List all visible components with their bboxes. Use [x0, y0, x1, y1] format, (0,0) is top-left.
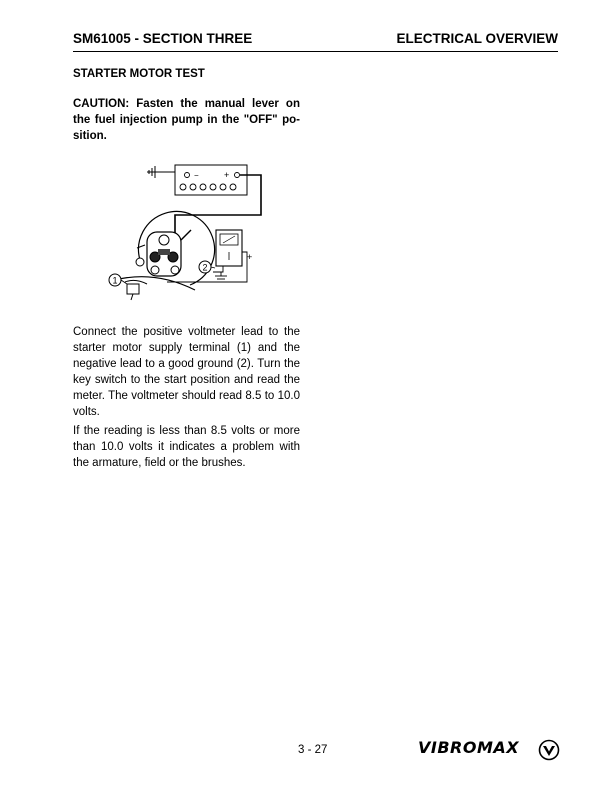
section-title: STARTER MOTOR TEST — [73, 68, 205, 80]
callout-2-leader — [211, 267, 215, 268]
negative-lead-ground — [215, 272, 227, 282]
vibromax-emblem-icon — [538, 739, 560, 761]
page-number: 3 - 27 — [298, 744, 328, 756]
battery — [175, 165, 247, 195]
callout-1-label: 1 — [112, 275, 118, 286]
battery-minus-label: − — [194, 171, 199, 180]
negative-lead — [213, 266, 223, 272]
starter-motor — [115, 211, 215, 290]
starter-motor-diagram — [95, 160, 275, 310]
battery-plus-label: + — [224, 170, 230, 180]
battery-ground-symbol — [147, 166, 175, 178]
header-rule — [73, 51, 558, 52]
header-section-title: SM61005 - SECTION THREE — [73, 31, 253, 46]
voltmeter — [216, 230, 242, 266]
callout-2-label: 2 — [202, 262, 208, 273]
meter-plus-label: + — [247, 252, 253, 262]
caution-text: CAUTION: Fasten the manual lever on the fuel injection pump in the "OFF" po-sition. — [73, 98, 300, 142]
probe — [125, 280, 147, 300]
diagnosis-paragraph: If the reading is less than 8.5 volts or more than 10.0 volts it indicates a problem with the armature, field or the brushes. — [73, 425, 300, 469]
header-chapter-title: ELECTRICAL OVERVIEW — [396, 31, 558, 46]
brand-wordmark: VIBROMAX — [418, 738, 520, 757]
procedure-paragraph: Connect the positive voltmeter lead to the starter motor supply terminal (1) and the negative lead to a good ground (2). Turn the key switch to the start position and read the meter. The voltmeter should read 8.5 to 10.0 volts. — [73, 326, 300, 418]
vibromax-logo — [418, 737, 560, 763]
